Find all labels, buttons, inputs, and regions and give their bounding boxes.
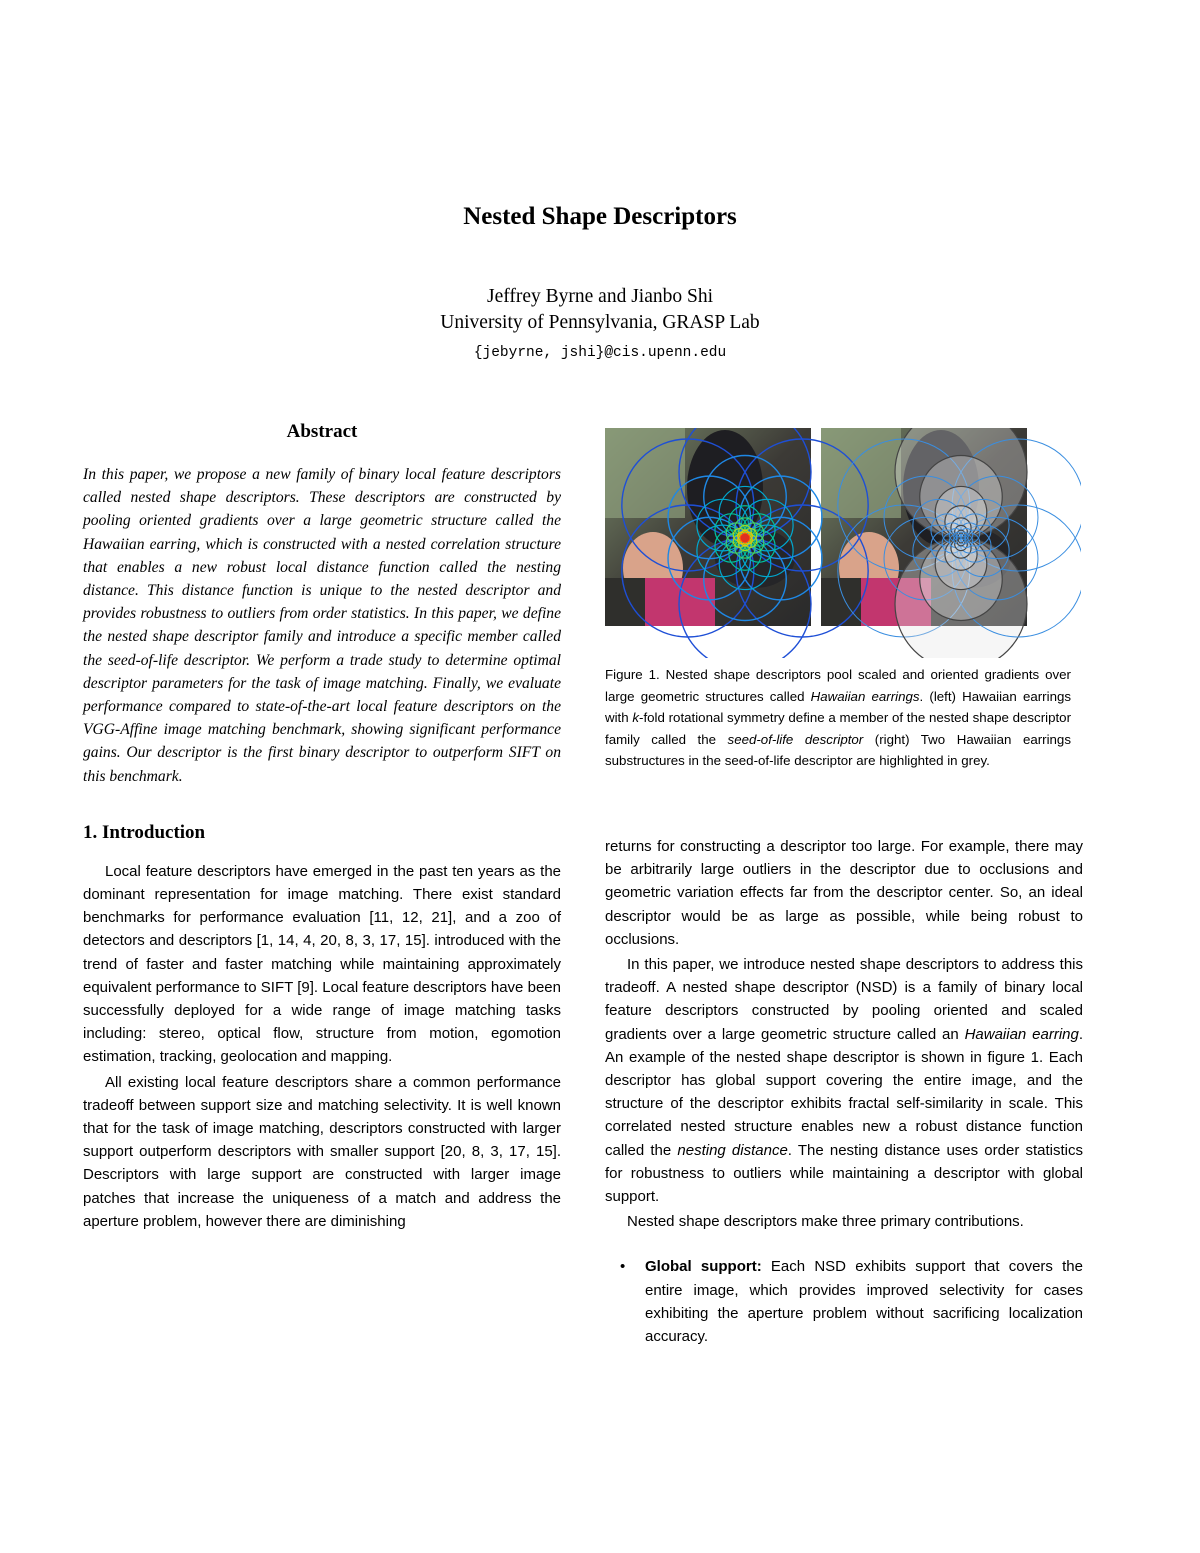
figure-1 — [605, 428, 1081, 658]
right-column — [605, 835, 1083, 1348]
contributions-list — [605, 1255, 1083, 1348]
authors: Jeffrey Byrne and Jianbo Shi — [486, 286, 713, 307]
intro-paragraph-2: All existing local feature descriptors share a common performance tradeoff between support size and matching selectivity. It is well known that for the task of image matching, descriptors constructed with larger support outperform descriptors with smaller support [20, 8, 3, 17, 15]. Descriptors with large support are constructed with larger image patches that increase the uniqueness of a match and address the aperture problem, however there are diminishing — [83, 1073, 561, 1230]
affiliation: University of Pennsylvania, GRASP Lab — [440, 312, 760, 333]
intro-paragraph-5: Nested shape descriptors make three primary contributions. — [627, 1213, 1024, 1231]
intro-paragraph-3: returns for constructing a descriptor too large. For example, there may be arbitrarily large outliers in the descriptor due to occlusions and geometric variation effects far from the descriptor center. So, an ideal descriptor would be as large as possible, while being robust to occlusions. — [605, 838, 1083, 948]
abstract-heading: Abstract — [286, 421, 358, 442]
abstract-body: In this paper, we propose a new family of binary local feature descriptors called nested shape descriptors. These descriptors are constructed by pooling oriented gradients over a large geometric structure called the Hawaiian earring, which is constructed with a nested correlation structure that enables a new robust local distance function called the nesting distance. This distance function is unique to the nested descriptor and provides robustness to outliers from order statistics. In this paper, we define the nested shape descriptor family and introduce a specific member called the seed-of-life descriptor. We perform a trade study to determine optimal descriptor parameters for the task of image matching. Finally, we evaluate performance compared to state-of-the-art local feature descriptors on the VGG-Affine image matching benchmark, showing significant performance gains. Our descriptor is the first binary descriptor to outperform SIFT on this benchmark. — [83, 466, 561, 785]
intro-paragraph-4: In this paper, we introduce nested shape descriptors to address this tradeoff. A nested shape descriptor (NSD) is a family of binary local feature descriptors constructed by pooling oriented and scaled gradients over a large geometric structure called an Hawaiian earring. An example of the nested shape descriptor is shown in figure 1. Each descriptor has global support covering the entire image, and the structure of the descriptor exhibits fractal self-similarity in scale. This correlated nested structure enables new a robust distance function called the nesting distance. The nesting distance uses order statistics for robustness to outliers while maintaining a descriptor with global support. — [605, 956, 1084, 1206]
left-column — [83, 420, 561, 1235]
figure-1-caption: Figure 1. Nested shape descriptors pool scaled and oriented gradients over large geometric structures called Hawaiian earrings. (left) Hawaiian earrings with k-fold rotational symmetry define a member of the nested shape descriptor family called the seed-of-life descriptor (right) Two Hawaiian earrings substructures in the seed-of-life descriptor are highlighted in grey. — [605, 667, 1072, 768]
earring-circle — [741, 534, 749, 542]
bullet-icon: • — [620, 1258, 626, 1276]
email: {jebyrne, jshi}@cis.upenn.edu — [473, 345, 727, 361]
figure-1-graphic — [605, 428, 1081, 658]
paper-title: Nested Shape Descriptors — [463, 203, 737, 230]
intro-paragraph-1: Local feature descriptors have emerged in the past ten years as the dominant representation for image matching. There exist standard benchmarks for performance evaluation [11, 12, 21], and a zoo of detectors and descriptors [1, 14, 4, 20, 8, 3, 17, 15]. introduced with the trend of faster and faster matching while maintaining approximately equivalent performance to SIFT [9]. Local feature descriptors have been successfully deployed for a wide range of image matching tasks including: stereo, optical flow, structure from motion, egomotion estimation, tracking, geolocation and mapping. — [83, 862, 561, 1066]
introduction-heading: 1. Introduction — [83, 821, 206, 843]
list-item: • Global support: Each NSD exhibits support that covers the entire image, which provides improved selectivity for cases exhibiting the aperture problem without sacrificing localization accuracy. — [605, 1255, 1083, 1348]
